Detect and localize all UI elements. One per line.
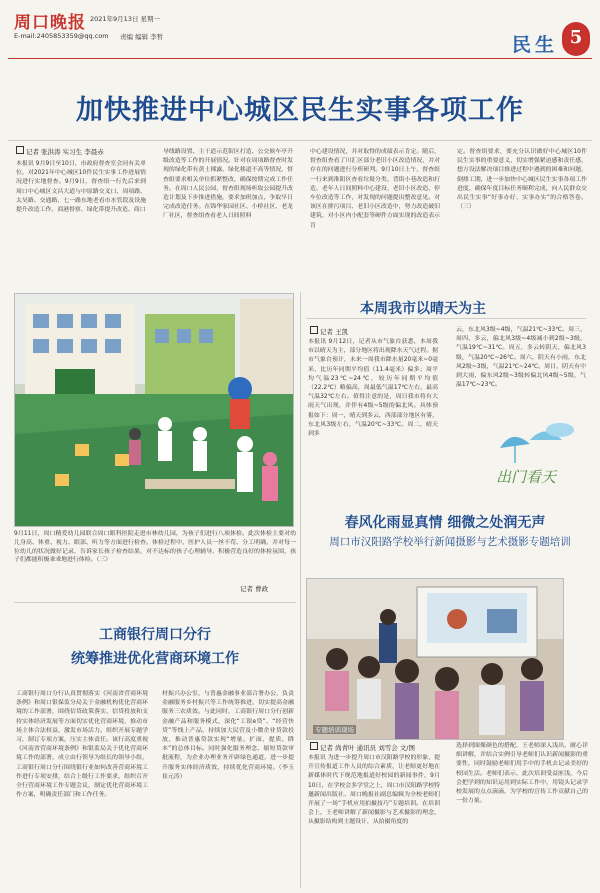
masthead-editor: 责编 编辑 李哲 (120, 33, 164, 41)
training-photo-tag: 专题培训现场 (315, 726, 354, 734)
weather-art-text: 出门看天 (496, 468, 557, 486)
training-photo (306, 578, 564, 740)
weather-byline (310, 326, 348, 336)
lead-col-2: 导线路设置、主干道示范街区打造、公交候车亭升级改造等工作的开展情况。针对在周项路督查时发现的绿化带有黄土裸露，绿化移道不高等情况，督查组要求相关单位抓紧整改，确保按期完成工作任务。在周口人民公园，督查组现场听取公园提升改造计划及下步推进措施，要求加班加点，争取早日完成改造任务。在锦华家园社区、小桥社区、老龙厂社区，督查组查看老人日间照料 (163, 149, 293, 220)
bank-col-2: 村振兴办公室，与普惠金融事业部合署办公，负责金融服务乡村振兴等工作统筹推进，切实提高金融服务三农质效。与此同时，工商银行周口分行创新金融产品和服务模式，深化“工银e贷”、“经营快贷”等线上产品，持续加大民营及小微企业贷款投放，推动普惠贷款实现“增量、扩面、提质、降本”的总体目标。同时强化服务理念，缩短贷款审批流程，为企业办理业务开辟绿色通道，进一步提升服务实体经济质效，持续优化营商环境。（李玉 崔元涛） (162, 691, 294, 780)
lead-col-4: 定。督查组要求，要充分认识做好中心城区10件民生实事的重要意义，切实增强紧迫感和责任感，想方设法解决项目推进过程中遇到的困难和问题，倒排工期，进一步加快中心城区民生实事各项工作进度，确保年度目标任务顺利完成，向人民群众交出民生实事“好事办好、实事办实”的合格答卷。（三） (457, 149, 587, 211)
lead-byline (16, 146, 104, 156)
section-name: 民生 (511, 34, 558, 56)
bank-top-rule (14, 602, 296, 603)
campus-subtitle: 周口市汉阳路学校举行新闻摄影与艺术摄影专题培训 (329, 536, 571, 548)
page-number-badge: 5 (562, 22, 590, 56)
lead-headline: 加快推进中心城区民生实事各项工作 (76, 95, 524, 126)
weather-col-1: 本报讯 9月12日，记者从市气象台获悉，本周我市以晴天为主，部分地区将出现降水天气过程。据市气象台预计，未来一周我市降水量20毫米~0毫米，比历年同期平均值（11.4毫米）偏多；周平均气温23℃~24℃，较历年同期平均值（22.2℃）略偏高，周最低气温17℃左右，最高气温32℃左右。值得注意的是，周日我市将有大雨天气出现，并伴有4级~5级的偏北风。具体预报如下：周一，晴天到多云，西部部分地区有雾，东北风3级左右，气温20℃~33℃。周二，晴天到多 (308, 339, 438, 438)
campus-col-2: 选择到图像颜色的搭配，王老师深入浅出，耐心详细讲解，并结合实例引导老师们认识新闻摄影的重要性，同时鼓励老师们用手中的手机去记录美好的校园生活。老师们表示，此次培训受益匪浅，今后会把学到的知识运用到实际工作中，用镜头记录学校发展的点点滴滴，为学校的宣传工作贡献自己的一份力量。 (456, 743, 588, 805)
campus-byline (310, 742, 415, 752)
campus-title: 春风化雨显真情 细微之处润无声 (344, 515, 546, 531)
weather-illustration (490, 418, 588, 498)
kindergarten-photo-illustration (15, 294, 293, 526)
campus-col-1: 本报讯 为进一步提升周口市汉阳路学校的形象，提升宣传报道工作人员的综合素质，让老师更好地在新媒体时代下规范地报道好校园的新闻事件，9月10日，在学校会多学堂之上，周口市汉阳路学校特邀新闻出版社、周口晚报社副总编辑为全校老师们开展了一场“手机应用拍摄技巧”专题培训。在培训会上，王老师讲解了新闻摄影与艺术摄影的理念，从摄影结构到主题设计，从拍摄角度的 (308, 755, 440, 826)
training-photo-illustration (307, 579, 563, 739)
kindergarten-photo (14, 293, 294, 527)
weather-rule (306, 318, 586, 319)
lead-byline-text: 记者 张洪涛 实习生 李晨赤 (26, 148, 104, 156)
lead-col-1: 本报讯 9月9日至10日，市政府督查室会同有关单位，对2021年中心城区10件民生实事工作进展情况进行实地督查。9月9日，督查组一行先后来到周口中心城区文昌大道与中原路交叉口、周项路、太昊路、交通路、七一路东地老看市水管段及设施提升改造工作、商港督察、绿化带提升改造、商口 (16, 161, 146, 214)
lead-col-3: 中心建设情况，并对取得的成绩表示肯定。随后，督查组查看了川汇区部分老旧小区改造情况，并对存在的问题进行分析研判。9月10日上午，督查组一行来到淮阳区查看垃圾分类、背街小巷改造和打造、老年人日间照料中心建设、老旧小区改造、停车位改造等工作，对发现的问题提出整改意见。对该区在排污项目、老旧小区改造中，努力改造破旧建筑，对小区内小配套等硬件方面实现的改造表示肯 (310, 149, 440, 229)
weather-title: 本周我市以晴天为主 (360, 301, 486, 317)
campus-byline-text: 记者 尚青叶 通讯员 刘雪会 文/图 (320, 744, 415, 752)
column-divider (300, 292, 301, 888)
headline-rule (8, 140, 592, 141)
weather-col-2: 云，东北风3级~4级，气温21℃~33℃。周三，周四，多云，偏北风3级~4级减小到2级~3级，气温19℃~31℃。周五，多云转阴天，偏北风3级，气温20℃~26℃。周六，阴天有小雨，东北风2级~3级，气温21℃~24℃。周日，阴天有中到大雨，偏东风2级~3级转偏北风4级~5级，气温17℃~23℃。 (456, 327, 586, 389)
bank-title-1: 工商银行周口分行 (99, 627, 211, 643)
masthead-logo: 周口晚报 (14, 13, 86, 33)
bank-title-2: 统筹推进优化营商环境工作 (71, 651, 239, 667)
masthead-email: E-mail:2405853359@qq.com (14, 32, 109, 40)
bank-col-1: 工商银行周口分行认真贯彻落实《河南省营商环境条例》和周口银保监分局关于金融机构优化营商环境的工作部署，围绕信贷政策落实、信贷投放和支持实体经济发展等方面切实优化营商环境，推动市场主体合法权益，激发市场活力。组织开展专题学习，制订专项方案，压实主体责任。该行高度重视《河南省营商环境条例》和银监局关于优化营商环境工作的部署，成立由行领导为组长的领导小组，工商银行周口分行围绕银行业如何改善营商环境工作进行专项安排，结合上级行工作要求，组织召开全行营商环境工作专题会议，制定优化营商环境工作方案，明确责任部门和工作任务。 (16, 691, 148, 799)
header-rule (8, 58, 592, 59)
kindergarten-caption: 9月11日，周口精爱幼儿园联合周口眼科医院走进市林幼儿园，为孩子们进行八项体检。此次体检主要对幼儿身高、体重、视力、眼部、听力等方面进行检查。体检过程中，医护人员一丝不苟、分工明确，并对每一位幼儿的状况做好记录，告诉家长孩子检查结果，对不达标的孩子心理辅导、积极营造良好的体检氛围，孩子们都能积极乖乖地进行体检。（三） (14, 531, 296, 564)
weather-byline-text: 记者 王凯 (320, 328, 349, 336)
masthead-date: 2021年9月13日 星期一 (90, 15, 161, 23)
kindergarten-credit: 记者 曹政 (240, 585, 269, 593)
